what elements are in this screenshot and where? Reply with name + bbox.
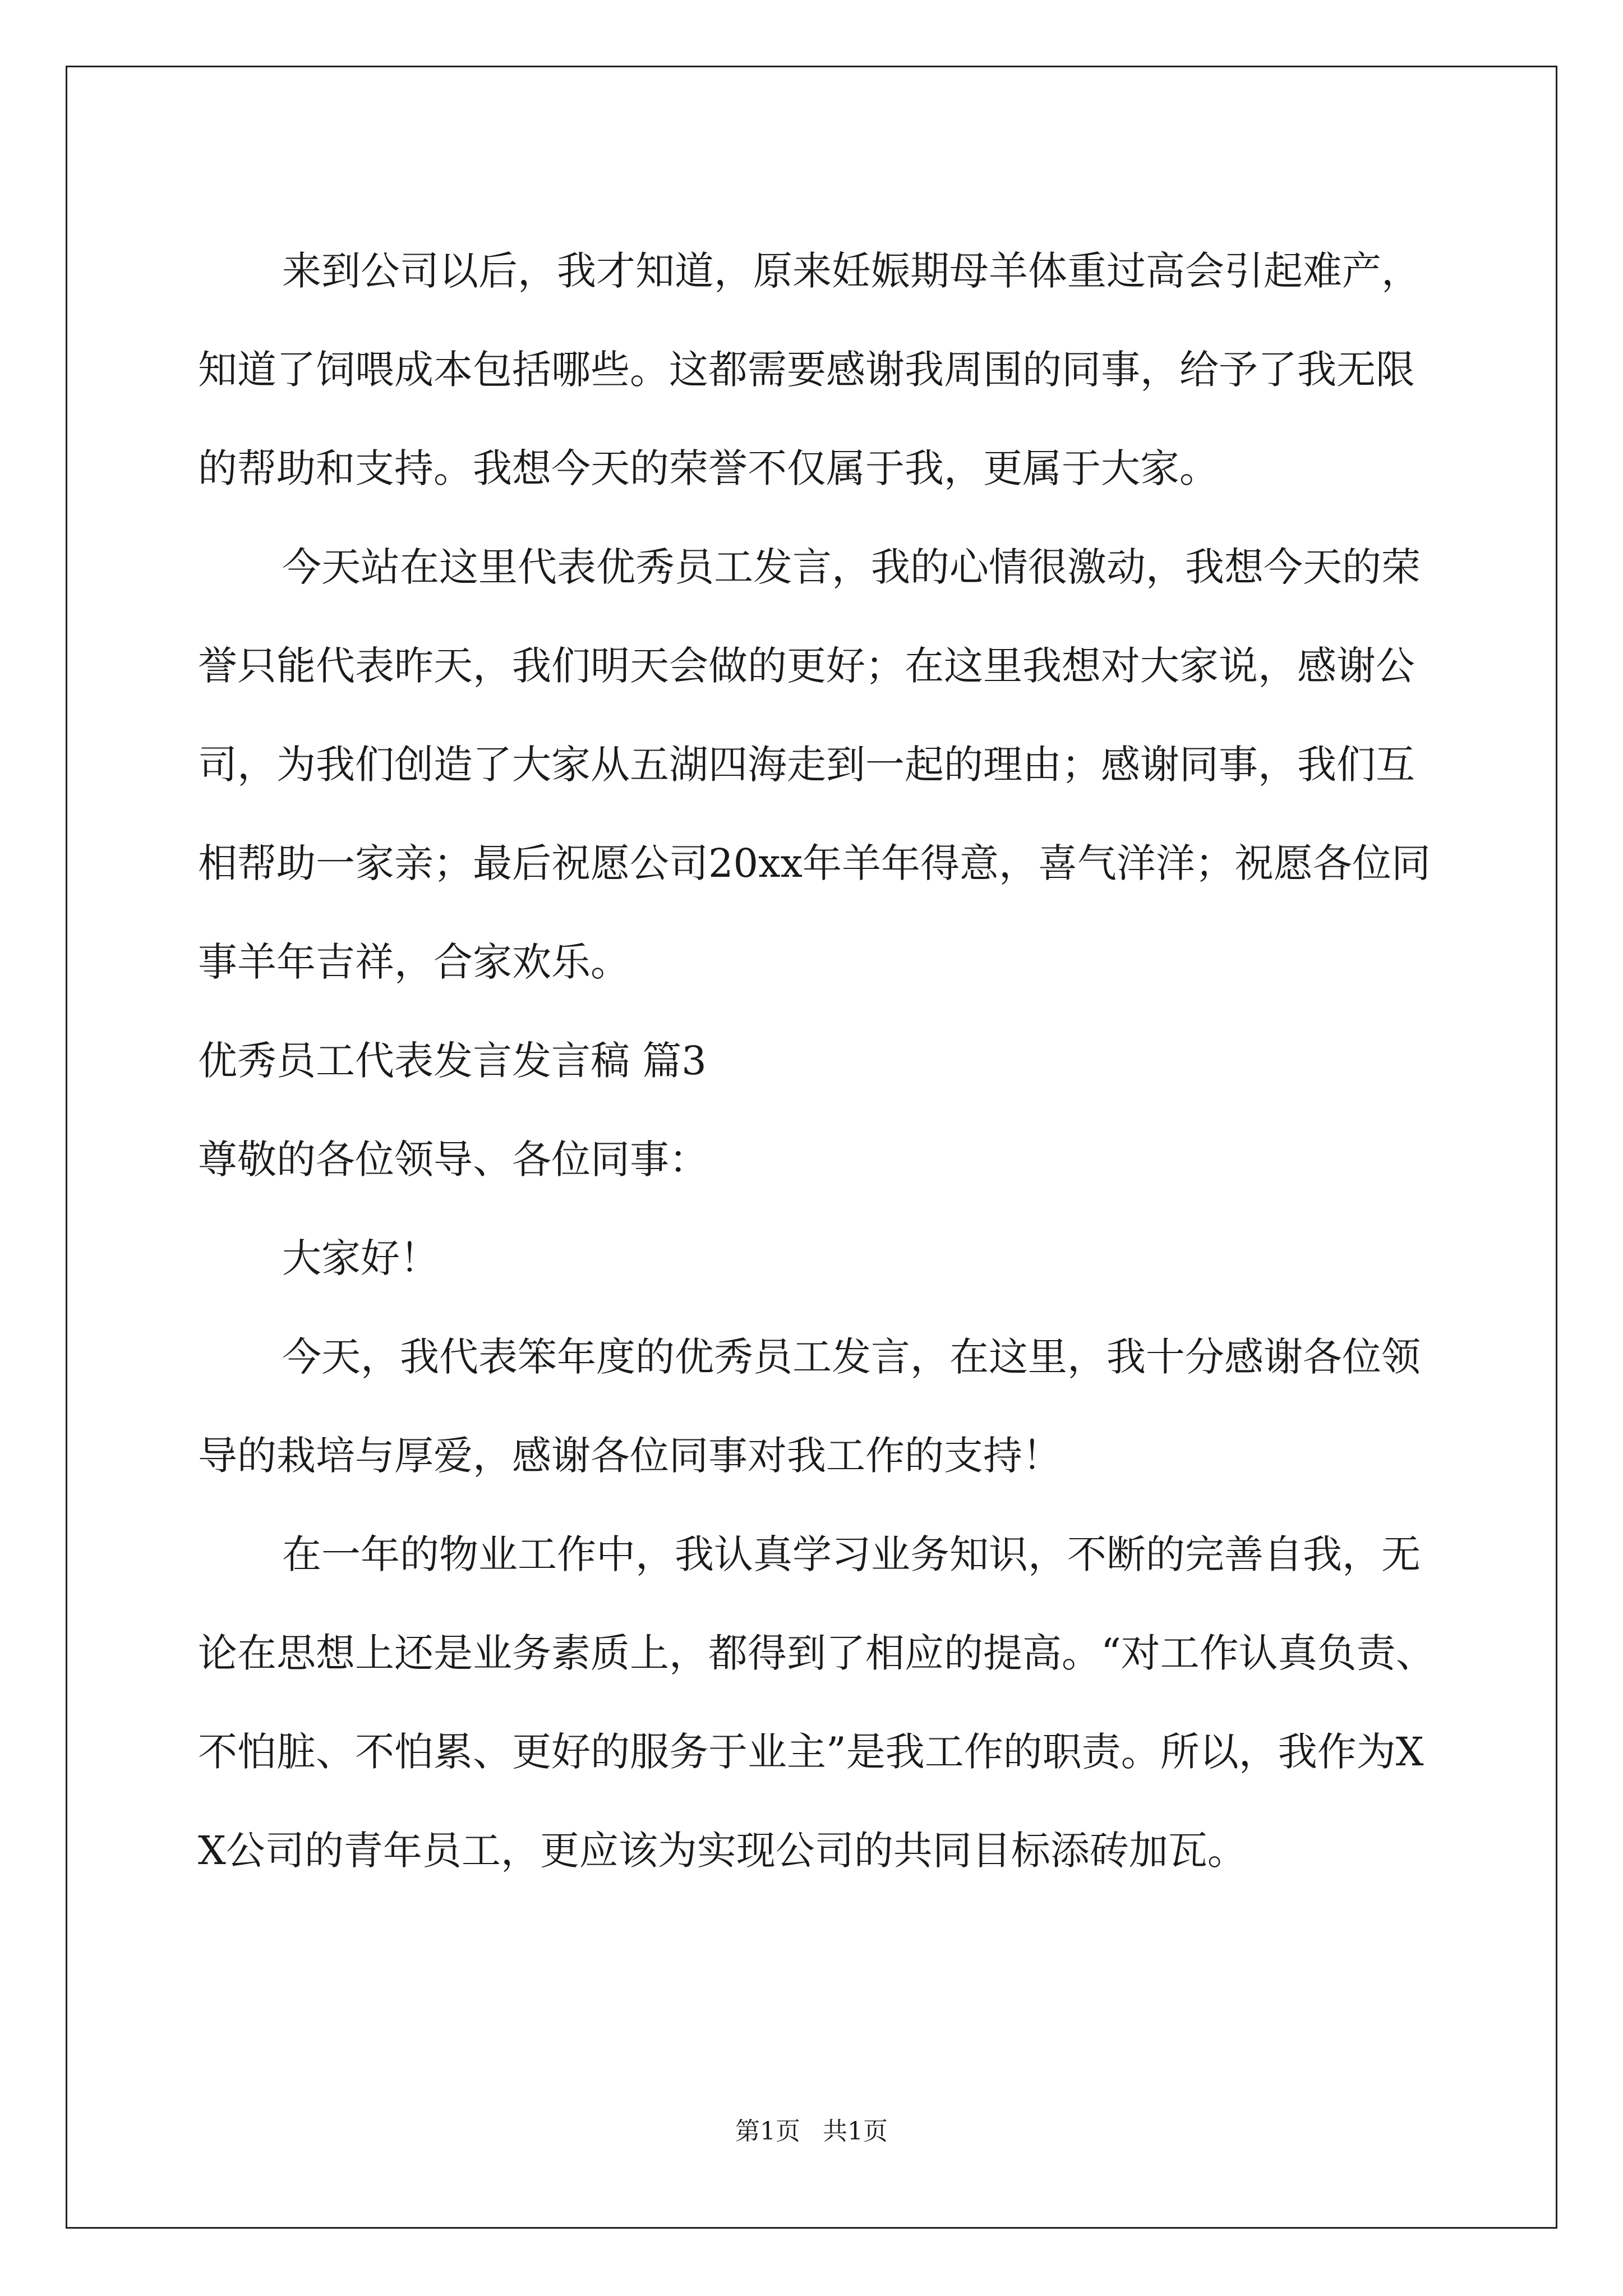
paragraph-3: 今天，我代表笨年度的优秀员工发言，在这里，我十分感谢各位领导的栽培与厚爱，感谢各位同事对我工作的支持！ [198,1334,1421,1479]
document-body [198,222,1443,1900]
paragraph-1: 来到公司以后，我才知道，原来妊娠期母羊体重过高会引起难产，知道了饲喂成本包括哪些。这都需要感谢我周围的同事，给予了我无限的帮助和支持。我想今天的荣誉不仅属于我，更属于大家。 [198,248,1421,491]
paragraph-2: 今天站在这里代表优秀员工发言，我的心情很激动，我想今天的荣誉只能代表昨天，我们明天会做的更好；在这里我想对大家说，感谢公司，为我们创造了大家从五湖四海走到一起的理由；感谢同事，我们互相帮助一家亲；最后祝愿公司20xx年羊年得意，喜气洋洋；祝愿各位同事羊年吉祥，合家欢乐。 [198,544,1431,985]
page-footer [0,2115,1623,2148]
page-total: 共1页 [823,2117,888,2146]
paragraph-4: 在一年的物业工作中，我认真学习业务知识，不断的完善自我，无论在思想上还是业务素质上，都得到了相应的提高。“对工作认真负责、不怕脏、不怕累、更好的服务于业主”是我工作的职责。所以，我作为XX公司的青年员工，更应该为实现公司的共同目标添砖加瓦。 [198,1531,1435,1874]
salutation: 尊敬的各位领导、各位同事： [198,1137,708,1182]
section-heading: 优秀员工代表发言发言稿 篇3 [198,1038,707,1084]
greeting: 大家好！ [282,1235,439,1281]
page-number: 第1页 [735,2117,800,2146]
